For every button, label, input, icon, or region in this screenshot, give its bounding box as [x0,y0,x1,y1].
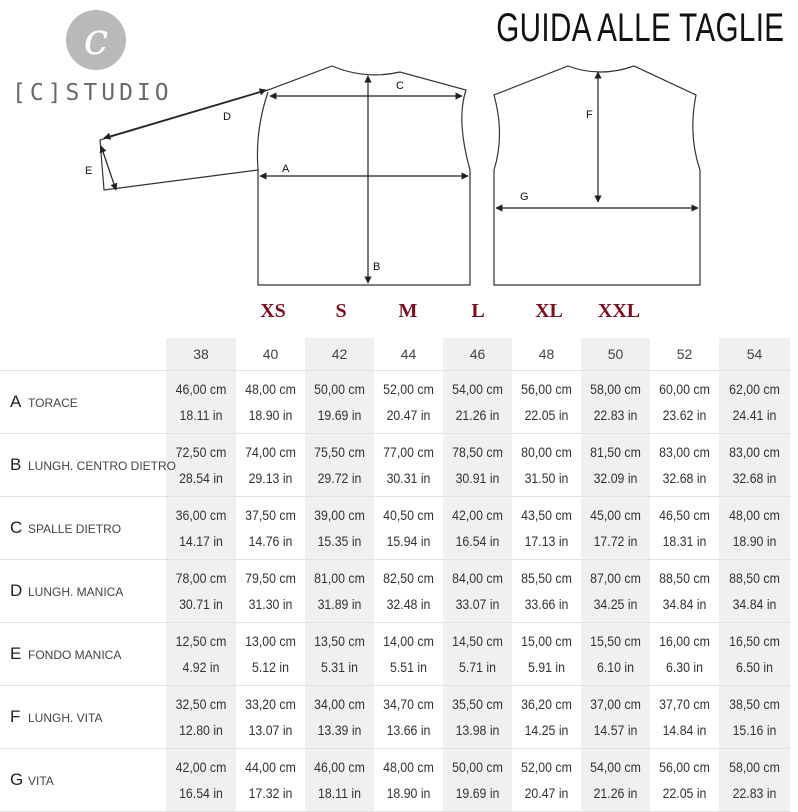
value-in: 32.48 in [386,596,431,612]
value-in: 15.94 in [386,533,431,549]
value-in: 14.57 in [593,722,638,738]
value-cm: 74,00 cm [245,444,296,460]
measurement-value-cell [581,371,650,434]
value-cm: 38,50 cm [729,696,780,712]
value-cm: 46,50 cm [659,507,710,523]
value-in: 18.90 in [248,407,293,423]
value-cm: 88,50 cm [659,570,710,586]
measurement-value-cell [650,560,719,623]
value-in: 33.66 in [524,596,569,612]
diagram-label-f: F [586,109,593,121]
measurement-value-cell [443,560,512,623]
value-in: 5.51 in [389,659,427,675]
size-label-l: L [471,300,485,322]
measurement-value-cell [374,371,443,434]
value-in: 30.71 in [179,596,223,612]
value-cm: 84,00 cm [452,570,503,586]
value-cm: 80,00 cm [521,444,572,460]
measurement-name: FONDO MANICA [28,647,122,662]
measurement-value-cell [374,623,443,686]
value-in: 18.90 in [732,533,777,549]
measurement-value-cell [374,686,443,749]
table-header-size: 42 [305,338,374,371]
value-in: 23.62 in [662,407,707,423]
measurement-value-cell [581,497,650,560]
value-cm: 52,00 cm [383,381,434,397]
measurement-value-cell [305,560,374,623]
value-cm: 60,00 cm [659,381,710,397]
table-row [0,371,790,434]
measurement-value-cell [719,434,790,497]
measurement-value-cell [650,371,719,434]
measurement-value-cell [166,749,236,812]
value-cm: 83,00 cm [729,444,780,460]
table-header-row [0,338,790,371]
value-cm: 37,70 cm [659,696,710,712]
diagram-label-g: G [520,191,529,203]
measurement-value-cell [719,560,790,623]
value-in: 18.31 in [662,533,707,549]
measurement-name: LUNGH. VITA [28,710,103,725]
measurement-name-cell [0,371,166,434]
table-header-size: 46 [443,338,512,371]
measurement-name: SPALLE DIETRO [28,521,122,536]
value-in: 16.54 in [455,533,500,549]
value-in: 24.41 in [732,407,777,423]
logo-glyph: c [83,14,109,65]
table-row [0,434,790,497]
back-garment-outline [494,66,700,285]
value-in: 5.71 in [458,659,496,675]
value-cm: 56,00 cm [521,381,572,397]
measurement-name-cell [0,434,177,497]
measurement-value-cell [512,623,581,686]
value-in: 22.05 in [524,407,569,423]
measurement-value-cell [650,434,719,497]
measurement-name-cell [0,686,166,749]
value-cm: 32,50 cm [175,696,227,712]
value-cm: 34,00 cm [314,696,365,712]
measurement-value-cell [236,497,305,560]
measurement-value-cell [166,497,236,560]
measurement-value-cell [650,623,719,686]
measure-line-d [104,90,266,138]
value-cm: 39,00 cm [314,507,365,523]
value-cm: 43,50 cm [521,507,572,523]
measurement-value-cell [305,371,374,434]
value-in: 18.11 in [318,785,361,801]
value-in: 15.16 in [732,722,777,738]
measurement-letter: E [10,643,22,663]
size-label-s: S [335,300,347,322]
value-cm: 16,00 cm [659,633,710,649]
measurement-letter: F [10,706,21,726]
value-in: 30.31 in [386,470,431,486]
table-row [0,623,790,686]
value-cm: 62,00 cm [729,381,780,397]
value-cm: 13,50 cm [314,633,365,649]
table-header-size: 48 [512,338,581,371]
value-in: 19.69 in [317,407,362,423]
value-cm: 58,00 cm [590,381,641,397]
measurement-value-cell [581,623,650,686]
value-cm: 81,00 cm [314,570,365,586]
measurement-value-cell [236,623,305,686]
measurement-value-cell [305,434,374,497]
value-in: 13.07 in [248,722,293,738]
diagram-label-c: C [396,80,404,92]
logo-text: [C]STUDIO [12,80,173,106]
measurement-value-cell [236,686,305,749]
value-cm: 81,50 cm [590,444,641,460]
measurement-value-cell [374,497,443,560]
value-in: 6.50 in [735,659,773,675]
table-header-blank [0,338,166,371]
measurement-letter: C [10,517,23,537]
diagram-label-a: A [282,163,290,175]
value-in: 34.84 in [662,596,707,612]
diagram-label-d: D [223,111,231,123]
measurement-value-cell [719,623,790,686]
value-in: 14.17 in [179,533,223,549]
measurement-value-cell [512,749,581,812]
value-cm: 48,00 cm [383,759,434,775]
measurement-letter: A [10,391,22,411]
measurement-value-cell [305,749,374,812]
table-header-size: 44 [374,338,443,371]
value-in: 4.92 in [182,659,220,675]
value-in: 29.72 in [317,470,362,486]
value-cm: 77,00 cm [383,444,434,460]
value-cm: 36,00 cm [175,507,227,523]
value-cm: 33,20 cm [245,696,296,712]
value-cm: 50,00 cm [314,381,365,397]
measurement-value-cell [236,371,305,434]
value-cm: 45,00 cm [590,507,641,523]
measurement-name-cell [0,497,166,560]
value-cm: 46,00 cm [175,381,227,397]
value-cm: 85,50 cm [521,570,572,586]
value-cm: 48,00 cm [729,507,780,523]
size-label-xs: XS [260,300,286,322]
value-in: 34.25 in [593,596,638,612]
value-in: 19.69 in [455,785,500,801]
measurement-value-cell [305,623,374,686]
value-cm: 37,50 cm [245,507,296,523]
value-in: 16.54 in [179,785,223,801]
value-in: 13.66 in [386,722,431,738]
value-in: 34.84 in [732,596,777,612]
size-label-xl: XL [535,300,563,322]
measurement-name-cell [0,749,166,812]
measurement-name-cell [0,623,166,686]
table-row [0,686,790,749]
value-cm: 54,00 cm [452,381,503,397]
measurement-value-cell [512,434,581,497]
value-cm: 83,00 cm [659,444,710,460]
value-in: 6.10 in [596,659,634,675]
measurement-value-cell [512,686,581,749]
value-in: 31.50 in [524,470,569,486]
page-title: GUIDA ALLE TAGLIE [495,6,784,50]
value-in: 14.84 in [662,722,707,738]
value-cm: 48,00 cm [245,381,296,397]
value-cm: 46,00 cm [314,759,365,775]
measurement-value-cell [443,371,512,434]
table-header-size: 52 [650,338,719,371]
measurement-value-cell [719,371,790,434]
value-in: 28.54 in [179,470,223,486]
measurement-value-cell [581,434,650,497]
table-header-size: 54 [719,338,790,371]
measurement-value-cell [166,560,236,623]
value-in: 17.32 in [248,785,293,801]
measurement-value-cell [512,560,581,623]
measurement-value-cell [305,686,374,749]
value-in: 18.11 in [179,407,223,423]
measurement-name: LUNGH. MANICA [28,584,124,599]
value-in: 32.68 in [732,470,777,486]
measurement-value-cell [719,497,790,560]
measurement-letter: D [10,580,23,600]
measurement-value-cell [374,749,443,812]
measurement-value-cell [581,686,650,749]
measurement-value-cell [443,434,512,497]
measurement-value-cell [236,434,305,497]
value-cm: 54,00 cm [590,759,641,775]
value-cm: 78,50 cm [452,444,503,460]
value-cm: 88,50 cm [729,570,780,586]
value-cm: 34,70 cm [383,696,434,712]
value-cm: 58,00 cm [729,759,780,775]
value-cm: 87,00 cm [590,570,641,586]
measurement-value-cell [166,371,236,434]
measurement-name: VITA [28,773,54,788]
value-cm: 15,50 cm [590,633,641,649]
measurement-value-cell [374,434,443,497]
size-label-xxl: XXL [597,300,641,322]
value-cm: 52,00 cm [521,759,572,775]
value-cm: 79,50 cm [245,570,296,586]
measurement-letter: B [10,454,22,474]
value-cm: 50,00 cm [452,759,503,775]
value-in: 20.47 in [386,407,431,423]
measurement-value-cell [166,623,236,686]
value-in: 5.12 in [251,659,289,675]
value-in: 12.80 in [179,722,223,738]
table-body [0,371,790,812]
table-row [0,560,790,623]
measurement-value-cell [236,749,305,812]
measurement-value-cell [650,686,719,749]
measurement-value-cell [512,371,581,434]
value-cm: 75,50 cm [314,444,365,460]
table-row [0,497,790,560]
value-cm: 42,00 cm [452,507,503,523]
value-in: 14.25 in [524,722,569,738]
measurement-value-cell [719,686,790,749]
measurement-value-cell [581,749,650,812]
measurement-name: TORACE [28,395,78,410]
size-label-m: M [398,300,418,322]
diagram-label-b: B [373,261,381,273]
measurement-value-cell [166,686,236,749]
measurement-value-cell [166,434,236,497]
value-cm: 35,50 cm [452,696,503,712]
value-in: 31.30 in [248,596,293,612]
value-in: 31.89 in [317,596,362,612]
value-cm: 36,20 cm [521,696,572,712]
value-cm: 42,00 cm [175,759,227,775]
measurement-value-cell [443,749,512,812]
value-in: 21.26 in [593,785,638,801]
value-in: 17.13 in [524,533,569,549]
value-in: 13.39 in [317,722,362,738]
value-cm: 56,00 cm [659,759,710,775]
value-in: 22.83 in [593,407,638,423]
value-in: 22.05 in [662,785,707,801]
table-row [0,749,790,812]
measurement-value-cell [512,497,581,560]
value-in: 21.26 in [455,407,500,423]
measurement-value-cell [650,497,719,560]
value-in: 29.13 in [248,470,293,486]
measurement-value-cell [374,560,443,623]
value-cm: 16,50 cm [729,633,780,649]
value-cm: 37,00 cm [590,696,641,712]
value-cm: 13,00 cm [245,633,296,649]
value-in: 13.98 in [455,722,500,738]
value-in: 32.68 in [662,470,707,486]
value-in: 14.76 in [248,533,293,549]
value-cm: 12,50 cm [175,633,227,649]
measurement-name-cell [0,560,166,623]
measurement-value-cell [650,749,719,812]
measurement-value-cell [443,623,512,686]
value-in: 32.09 in [593,470,638,486]
value-cm: 40,50 cm [383,507,434,523]
value-in: 22.83 in [732,785,777,801]
measurement-value-cell [443,497,512,560]
value-cm: 14,00 cm [383,633,434,649]
value-cm: 14,50 cm [452,633,503,649]
measurement-letter: G [10,769,24,789]
size-table [0,338,790,812]
value-in: 30.91 in [455,470,500,486]
value-in: 17.72 in [593,533,638,549]
value-in: 33.07 in [455,596,500,612]
value-in: 15.35 in [317,533,362,549]
measurement-value-cell [305,497,374,560]
value-in: 5.91 in [527,659,565,675]
value-cm: 78,00 cm [175,570,227,586]
table-header-size: 40 [236,338,305,371]
measurement-value-cell [443,686,512,749]
value-in: 6.30 in [665,659,703,675]
diagram-label-e: E [85,165,93,177]
value-in: 5.31 in [320,659,358,675]
measurement-name: LUNGH. CENTRO DIETRO [28,458,177,473]
value-in: 20.47 in [524,785,569,801]
table-header-size: 50 [581,338,650,371]
garment-diagram [0,60,798,300]
table-header-size: 38 [166,338,236,371]
size-label-row [0,300,798,330]
measurement-value-cell [719,749,790,812]
value-cm: 72,50 cm [175,444,227,460]
value-cm: 82,50 cm [383,570,434,586]
value-cm: 44,00 cm [245,759,296,775]
measurement-value-cell [236,560,305,623]
measurement-value-cell [581,560,650,623]
value-cm: 15,00 cm [521,633,572,649]
value-in: 18.90 in [386,785,431,801]
